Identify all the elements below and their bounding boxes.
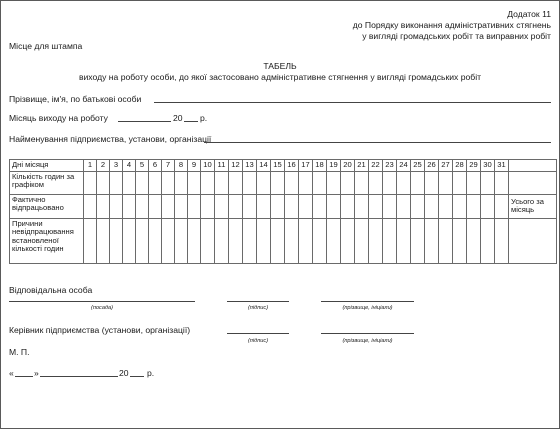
- date-open-quote: «: [9, 368, 14, 378]
- head-signature-line[interactable]: [227, 333, 289, 334]
- day-cell-6: 6: [149, 160, 162, 172]
- day-cell-3: 3: [110, 160, 123, 172]
- day-cell-31: 31: [495, 160, 509, 172]
- full-name-input-line[interactable]: [154, 102, 551, 103]
- day-cell-17: 17: [299, 160, 313, 172]
- missed-hours-reasons-label: Причини невідпрацювання встановленої кількості годин: [10, 218, 84, 263]
- month-year-suffix: р.: [200, 113, 208, 123]
- date-year-prefix: 20: [119, 368, 129, 378]
- day-cell-12: 12: [229, 160, 243, 172]
- responsible-name-line[interactable]: [321, 301, 414, 302]
- day-cell-23: 23: [383, 160, 397, 172]
- organization-input-line[interactable]: [204, 142, 551, 143]
- full-name-label: Прізвище, ім'я, по батькові особи: [9, 94, 142, 104]
- day-cell-20: 20: [341, 160, 355, 172]
- day-cell-5: 5: [136, 160, 149, 172]
- day-cell-29: 29: [467, 160, 481, 172]
- date-day-line[interactable]: [15, 376, 33, 377]
- total-for-month-label: Усього за місяць: [509, 194, 557, 218]
- appendix-reference-line2: у вигляді громадських робіт та виправних робіт: [362, 31, 551, 41]
- appendix-number: Додаток 11: [507, 9, 551, 19]
- day-cell-18: 18: [313, 160, 327, 172]
- day-cell-24: 24: [397, 160, 411, 172]
- scheduled-hours-label: Кількість годин за графіком: [10, 171, 84, 194]
- month-year-input-line[interactable]: [184, 121, 198, 122]
- missed-hours-reasons-row: [10, 218, 557, 263]
- total-header-blank: [509, 160, 557, 172]
- day-cell-22: 22: [369, 160, 383, 172]
- head-of-enterprise-label: Керівник підприємства (установи, організації): [9, 325, 191, 335]
- day-cell-11: 11: [215, 160, 229, 172]
- days-header-row: [10, 160, 557, 172]
- document-title: ТАБЕЛЬ: [263, 61, 297, 71]
- scheduled-hours-row: [10, 171, 557, 194]
- day-cell-7: 7: [162, 160, 175, 172]
- month-label: Місяць виходу на роботу: [9, 113, 108, 123]
- day-cell-9: 9: [188, 160, 201, 172]
- responsible-person-label: Відповідальна особа: [9, 285, 93, 295]
- day-cell-1: 1: [84, 160, 97, 172]
- day-cell-25: 25: [411, 160, 425, 172]
- month-year-prefix: 20: [173, 113, 183, 123]
- day-cell-16: 16: [285, 160, 299, 172]
- day-cell-26: 26: [425, 160, 439, 172]
- day-cell-10: 10: [201, 160, 215, 172]
- name-hint: (прізвище, ініціали): [342, 305, 393, 311]
- responsible-position-line[interactable]: [9, 301, 195, 302]
- day-cell-8: 8: [175, 160, 188, 172]
- seal-label: М. П.: [9, 347, 30, 357]
- worked-hours-row: [10, 194, 557, 218]
- day-cell-21: 21: [355, 160, 369, 172]
- document-subtitle: виходу на роботу особи, до якої застосовано адміністративне стягнення у вигляді громадських робіт: [78, 72, 482, 82]
- signature-hint: (підпис): [247, 305, 269, 311]
- day-cell-27: 27: [439, 160, 453, 172]
- day-cell-13: 13: [243, 160, 257, 172]
- day-cell-19: 19: [327, 160, 341, 172]
- date-year-line[interactable]: [130, 376, 144, 377]
- head-signature-hint: (підпис): [247, 338, 269, 344]
- day-cell-15: 15: [271, 160, 285, 172]
- stamp-place-label: Місце для штампа: [9, 41, 83, 51]
- head-name-line[interactable]: [321, 333, 414, 334]
- days-header-label: Дні місяця: [10, 160, 84, 172]
- day-cell-30: 30: [481, 160, 495, 172]
- responsible-signature-line[interactable]: [227, 301, 289, 302]
- timesheet-table: [9, 159, 557, 264]
- date-close-quote: »: [34, 368, 39, 378]
- position-hint: (посада): [90, 305, 114, 311]
- date-month-line[interactable]: [40, 376, 118, 377]
- day-cell-28: 28: [453, 160, 467, 172]
- date-year-suffix: р.: [147, 368, 155, 378]
- worked-hours-label: Фактично відпрацьовано: [10, 194, 84, 218]
- month-input-line[interactable]: [118, 121, 171, 122]
- day-cell-2: 2: [97, 160, 110, 172]
- day-cell-4: 4: [123, 160, 136, 172]
- organization-label: Найменування підприємства, установи, організації: [9, 134, 212, 144]
- day-cell-14: 14: [257, 160, 271, 172]
- head-name-hint: (прізвище, ініціали): [342, 338, 393, 344]
- appendix-reference-line1: до Порядку виконання адміністративних стягнень: [352, 20, 551, 30]
